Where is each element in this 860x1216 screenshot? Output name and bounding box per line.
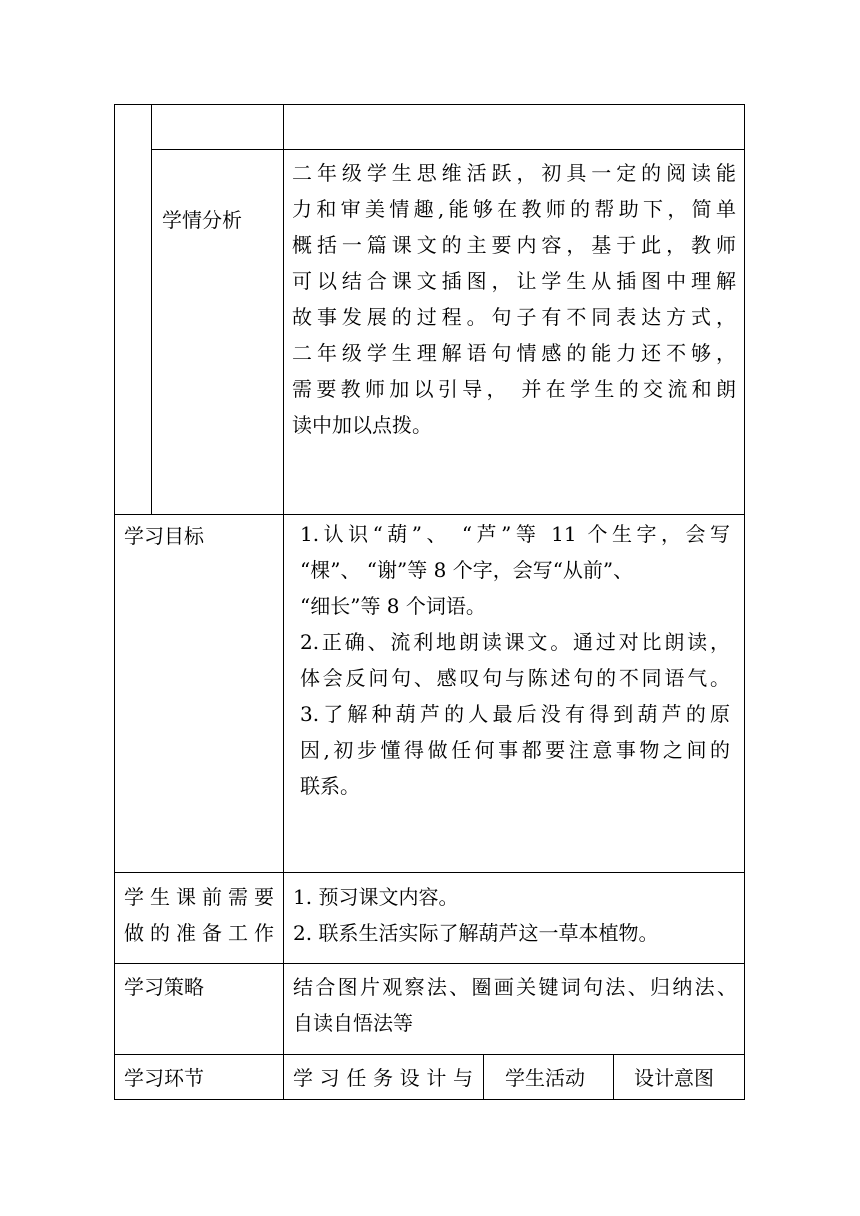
- analysis-line: 故事发展的过程。句子有不同表达方式，: [292, 305, 736, 329]
- steps-label: 学习环节: [124, 1066, 204, 1090]
- analysis-line: 二年级学生思维活跃，初具一定的阅读能: [292, 161, 736, 185]
- row-divider-top-cell: [151, 149, 745, 150]
- label-column-divider: [283, 104, 284, 1100]
- prep-label-line: 学生课前需要: [124, 885, 274, 909]
- row-divider-prep: [114, 872, 745, 873]
- analysis-text: [292, 155, 736, 443]
- row-divider-goals: [114, 514, 745, 515]
- strategy-text: [293, 969, 737, 1041]
- steps-student-activity-header: 学生活动: [505, 1066, 585, 1090]
- analysis-line: 读中加以点拨。: [292, 413, 432, 437]
- analysis-line: 需要教师加以引导， 并在学生的交流和朗: [292, 377, 736, 401]
- strategy-line: 结合图片观察法、圈画关键词句法、归纳法、: [293, 975, 737, 999]
- goals-line: 2.正确、流利地朗读课文。通过对比朗读，: [300, 630, 730, 654]
- table-border-right: [744, 104, 745, 1100]
- prep-text: [293, 879, 733, 951]
- goals-line: 联系。: [300, 774, 360, 798]
- table-border-left: [114, 104, 115, 1100]
- prep-line: 2. 联系生活实际了解葫芦这一草本植物。: [293, 921, 659, 945]
- row-divider-strategy: [114, 963, 745, 964]
- goals-line: “棵”、 “谢”等 8 个字，会写“从前”、: [300, 558, 634, 582]
- row-divider-steps: [114, 1054, 745, 1055]
- analysis-line: 可以结合课文插图，让学生从插图中理解: [292, 269, 736, 293]
- analysis-label: 学情分析: [162, 208, 242, 232]
- analysis-line: 二年级学生理解语句情感的能力还不够，: [292, 341, 736, 365]
- prep-line: 1. 预习课文内容。: [293, 885, 459, 909]
- goals-line: 因,初步懂得做任何事都要注意事物之间的: [300, 738, 730, 762]
- table-border-top: [114, 104, 745, 105]
- goals-label: 学习目标: [124, 524, 204, 548]
- steps-column-divider-1: [483, 1054, 484, 1100]
- analysis-line: 概括一篇课文的主要内容，基于此，教师: [292, 233, 736, 257]
- goals-line: 3.了解种葫芦的人最后没有得到葫芦的原: [300, 702, 730, 726]
- analysis-line: 力和审美情趣,能够在教师的帮助下，简单: [292, 197, 736, 221]
- strategy-label: 学习策略: [124, 975, 204, 999]
- prep-label: [124, 879, 274, 951]
- goals-line: 1.认识“葫”、 “芦”等 11 个生字，会写: [300, 522, 730, 546]
- prep-label-line: 做的准备工作: [124, 921, 274, 945]
- goals-text: [300, 516, 730, 804]
- steps-design-intent-header: 设计意图: [634, 1066, 714, 1090]
- goals-line: 体会反问句、感叹句与陈述句的不同语气。: [300, 666, 730, 690]
- goals-line: “细长”等 8 个词语。: [300, 594, 486, 618]
- table-border-bottom: [114, 1099, 745, 1100]
- steps-task-design-header: 学习任务设计与: [293, 1066, 473, 1090]
- nested-column-divider: [151, 104, 152, 514]
- strategy-line: 自读自悟法等: [293, 1011, 413, 1035]
- steps-column-divider-2: [613, 1054, 614, 1100]
